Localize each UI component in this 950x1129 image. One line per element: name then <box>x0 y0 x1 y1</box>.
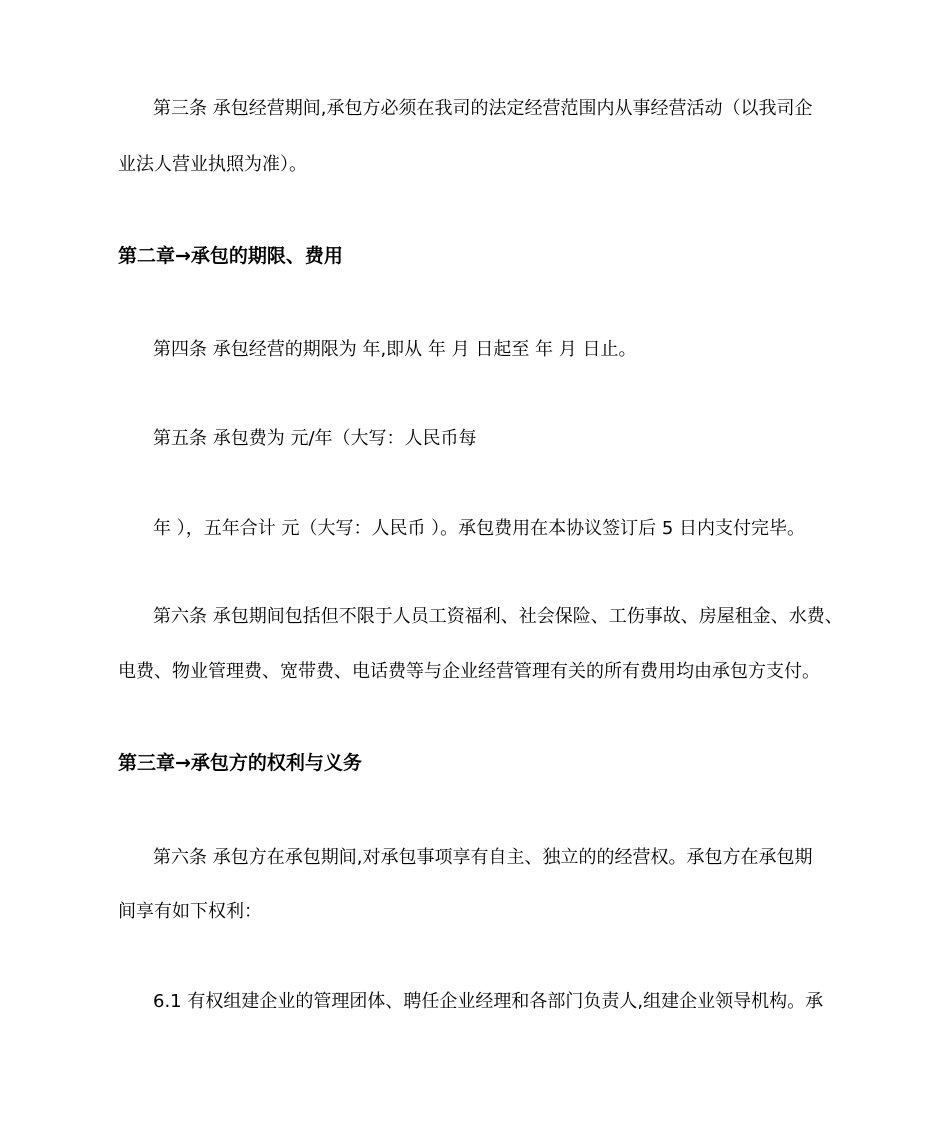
article-6b-line-1: 第六条 承包方在承包期间,对承包事项享有自主、独立的的经营权。承包方在承包期 <box>153 847 813 868</box>
article-4-line: 第四条 承包经营的期限为 年,即从 年 月 日起至 年 月 日止。 <box>153 339 637 360</box>
clause-6-1-line: 6.1 有权组建企业的管理团体、聘任企业经理和各部门负责人,组建企业领导机构。承 <box>153 991 824 1012</box>
article-5-line-1: 第五条 承包费为 元/年（大写：人民币每 <box>153 428 477 449</box>
article-6-line-1: 第六条 承包期间包括但不限于人员工资福利、社会保险、工伤事故、房屋租金、水费、 <box>153 606 843 627</box>
chapter-3-heading: 第三章→承包方的权利与义务 <box>118 752 362 774</box>
article-6b-line-2: 间享有如下权利： <box>118 901 262 922</box>
chapter-2-heading: 第二章→承包的期限、费用 <box>118 245 343 267</box>
article-5-line-2: 年 ），五年合计 元（大写：人民币 ）。承包费用在本协议签订后 5 日内支付完毕。 <box>153 518 806 539</box>
article-3-line-2: 业法人营业执照为准）。 <box>118 154 307 175</box>
article-6-line-2: 电费、物业管理费、宽带费、电话费等与企业经营管理有关的所有费用均由承包方支付。 <box>118 661 820 682</box>
article-3-line-1: 第三条 承包经营期间,承包方必须在我司的法定经营范围内从事经营活动（以我司企 <box>153 98 813 119</box>
